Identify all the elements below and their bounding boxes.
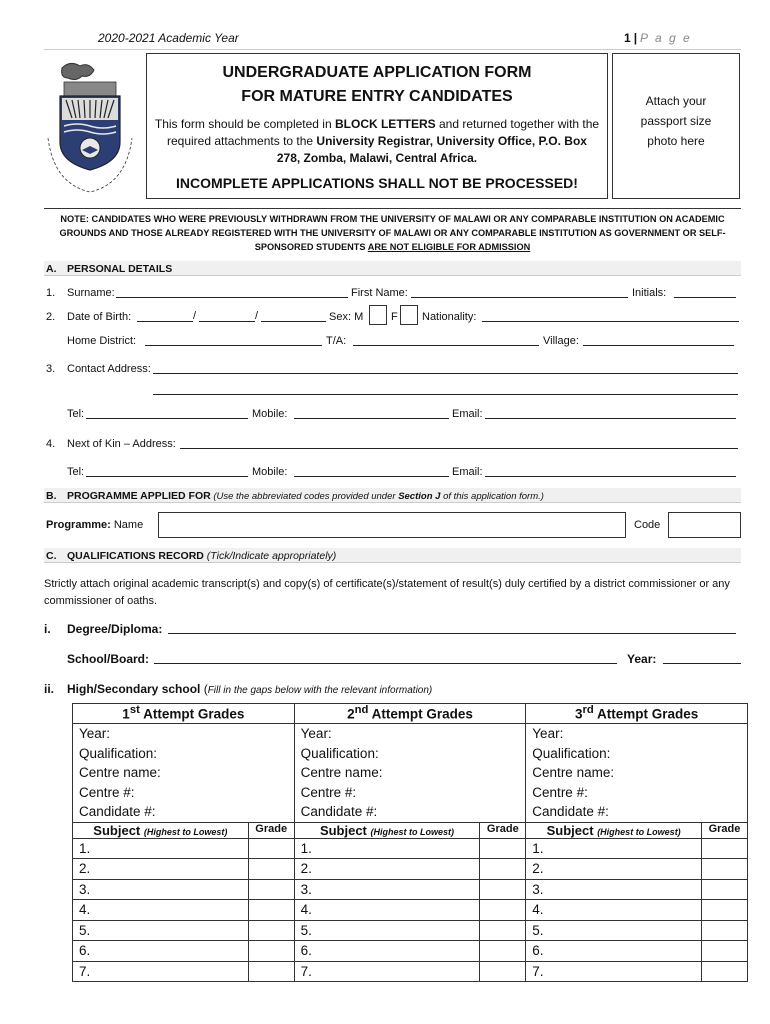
- degree-label: Degree/Diploma:: [67, 622, 163, 636]
- dob-year-field[interactable]: [261, 311, 326, 322]
- instr-a: This form should be completed in: [154, 117, 335, 131]
- a2-subject-6[interactable]: 6.: [294, 941, 480, 962]
- attempt3-qualification[interactable]: Qualification:: [532, 745, 611, 761]
- instr-c: and returned together with the required attachments to the: [167, 117, 600, 148]
- kin-mobile-field[interactable]: [294, 466, 449, 477]
- attempt2-grade-header: Grade: [480, 822, 526, 838]
- sex-label: Sex: M: [329, 311, 364, 323]
- next-of-kin-address-field[interactable]: [180, 438, 738, 449]
- programme-name-label: Name: [110, 519, 144, 531]
- dob-label: Date of Birth:: [67, 311, 132, 323]
- sex-f-checkbox[interactable]: [400, 305, 418, 325]
- attempt1-candidate-number[interactable]: Candidate #:: [79, 804, 156, 819]
- contact-address-field-2[interactable]: [153, 384, 738, 395]
- a2-grade-3[interactable]: [480, 879, 526, 900]
- table-row: [73, 920, 748, 941]
- dob-sep-1: /: [193, 310, 197, 322]
- row3-number: 3.: [46, 363, 56, 375]
- a2-grade-6[interactable]: [480, 941, 526, 962]
- attempt3-sup: rd: [582, 704, 594, 716]
- a2-subject-7[interactable]: 7.: [294, 961, 480, 982]
- a2-grade-5[interactable]: [480, 920, 526, 941]
- email-label: Email:: [452, 408, 483, 420]
- nationality-label: Nationality:: [422, 311, 477, 323]
- mobile-label: Mobile:: [252, 408, 288, 420]
- a2-grade-7[interactable]: [480, 961, 526, 982]
- a1-grade-3[interactable]: [248, 879, 294, 900]
- a3-subject-2[interactable]: 2.: [526, 859, 702, 880]
- photo-line1: Attach your: [645, 94, 707, 108]
- section-b-note-c: of this application form.): [440, 491, 544, 502]
- surname-field[interactable]: [116, 287, 348, 298]
- high-school-text: High/Secondary school: [67, 682, 201, 696]
- a3-subject-3[interactable]: 3.: [526, 879, 702, 900]
- attempt2-sup: nd: [354, 704, 369, 716]
- a1-grade-2[interactable]: [248, 859, 294, 880]
- table-row: [73, 961, 748, 982]
- mobile-field[interactable]: [294, 408, 449, 419]
- section-b-title: [67, 490, 544, 502]
- attempt1-label: Attempt Grades: [139, 706, 245, 722]
- table-row: [73, 859, 748, 880]
- attempt3-header: [526, 704, 748, 724]
- grades-table: [72, 703, 748, 982]
- attempt2-candidate-number[interactable]: Candidate #:: [300, 804, 378, 819]
- section-c-letter: C.: [46, 550, 57, 562]
- attempt2-year[interactable]: Year:: [300, 726, 332, 741]
- item-i-number: i.: [44, 622, 51, 636]
- academic-year: 2020-2021 Academic Year: [98, 31, 239, 45]
- form-title-line1: UNDERGRADUATE APPLICATION FORM: [222, 64, 532, 81]
- a3-grade-6[interactable]: [701, 941, 747, 962]
- a1-subject-5[interactable]: 5.: [73, 920, 249, 941]
- attempt2-qualification[interactable]: Qualification:: [300, 745, 379, 761]
- kin-mobile-label: Mobile:: [252, 466, 288, 478]
- dob-sep-2: /: [255, 310, 259, 322]
- first-name-field[interactable]: [411, 287, 628, 298]
- attempt1-details[interactable]: [73, 724, 295, 823]
- attempt3-num: 3: [575, 706, 583, 722]
- section-b-note-b: Section J: [398, 491, 441, 502]
- page-separator: |: [633, 31, 638, 45]
- form-title-line2: FOR MATURE ENTRY CANDIDATES: [241, 88, 513, 105]
- school-board-field[interactable]: [154, 652, 617, 664]
- page-word: P a g e: [640, 31, 692, 45]
- subject-label-3: Subject: [546, 822, 594, 838]
- section-c-title-text: QUALIFICATIONS RECORD: [67, 550, 204, 562]
- instr-d: University Registrar, University Office, P.O. Box 278, Zomba, Malawi, Central Africa.: [276, 134, 587, 165]
- programme-label: [46, 519, 143, 531]
- ta-field[interactable]: [353, 335, 539, 346]
- instr-b: BLOCK LETTERS: [334, 117, 436, 131]
- row4-number: 4.: [46, 438, 56, 450]
- a2-grade-1[interactable]: [480, 838, 526, 859]
- a1-grade-1[interactable]: [248, 838, 294, 859]
- first-name-label: First Name:: [351, 287, 408, 299]
- attempt1-centre-name[interactable]: Centre name:: [79, 765, 161, 780]
- a1-subject-7[interactable]: 7.: [73, 961, 249, 982]
- contact-address-label: Contact Address:: [67, 363, 151, 375]
- a2-subject-2[interactable]: 2.: [294, 859, 480, 880]
- home-district-label: Home District:: [67, 335, 137, 347]
- attempt1-centre-number[interactable]: Centre #:: [79, 784, 135, 800]
- high-school-note-b: Fill in the gaps below with the relevant information): [207, 685, 433, 696]
- attempt1-year[interactable]: Year:: [79, 726, 111, 741]
- photo-line3: photo here: [647, 134, 705, 148]
- next-of-kin-label: Next of Kin – Address:: [67, 438, 176, 450]
- subject-label-1: Subject: [93, 822, 141, 838]
- tel-field[interactable]: [86, 408, 248, 419]
- table-row: [73, 900, 748, 921]
- sex-m-checkbox[interactable]: [369, 305, 387, 325]
- note-rule: [44, 208, 741, 209]
- village-label: Village:: [543, 335, 579, 347]
- a3-subject-6[interactable]: 6.: [526, 941, 702, 962]
- a2-subject-5[interactable]: 5.: [294, 920, 480, 941]
- surname-label: Surname:: [67, 287, 115, 299]
- a2-subject-3[interactable]: 3.: [294, 879, 480, 900]
- form-instructions: [154, 116, 600, 167]
- a1-grade-5[interactable]: [248, 920, 294, 941]
- subject-label-2: Subject: [319, 822, 367, 838]
- a2-subject-4[interactable]: 4.: [294, 900, 480, 921]
- a2-grade-4[interactable]: [480, 900, 526, 921]
- dob-day-field[interactable]: [137, 311, 193, 322]
- school-board-label: School/Board:: [67, 652, 150, 666]
- a3-grade-1[interactable]: [701, 838, 747, 859]
- attempt1-sup: st: [129, 704, 140, 716]
- a1-grade-4[interactable]: [248, 900, 294, 921]
- section-b-title-text: PROGRAMME APPLIED FOR: [67, 490, 211, 502]
- attempt2-subject-header: [294, 822, 480, 838]
- a1-subject-1[interactable]: 1.: [73, 838, 249, 859]
- attempt2-num: 2: [347, 706, 355, 722]
- header-rule: [44, 49, 741, 50]
- a3-subject-7[interactable]: 7.: [526, 961, 702, 982]
- attempt2-header: [294, 704, 526, 724]
- university-logo: [40, 58, 140, 198]
- attempt1-grade-header: Grade: [248, 822, 294, 838]
- attempt1-num: 1: [122, 706, 130, 722]
- a1-subject-4[interactable]: 4.: [73, 900, 249, 921]
- a1-grade-7[interactable]: [248, 961, 294, 982]
- row2-number: 2.: [46, 311, 56, 323]
- attempt3-details[interactable]: [526, 724, 748, 823]
- a1-subject-3[interactable]: 3.: [73, 879, 249, 900]
- section-b-letter: B.: [46, 490, 57, 502]
- a3-grade-7[interactable]: [701, 961, 747, 982]
- attempt1-subject-header: [73, 822, 249, 838]
- contact-address-field-1[interactable]: [153, 363, 738, 374]
- section-a-title: PERSONAL DETAILS: [67, 263, 173, 275]
- incomplete-warning: INCOMPLETE APPLICATIONS SHALL NOT BE PROCESSED!: [176, 175, 578, 191]
- high-school-note-a: (: [200, 682, 208, 696]
- row1-number: 1.: [46, 287, 56, 299]
- initials-label: Initials:: [632, 287, 667, 299]
- email-field[interactable]: [485, 408, 736, 419]
- page-number: [624, 31, 692, 45]
- attempt1-header: [73, 704, 295, 724]
- section-b-note-a: (Use the abbreviated codes provided under: [210, 491, 399, 502]
- photo-line2: passport size: [640, 114, 712, 128]
- subject-note-1: (Highest to Lowest): [143, 826, 228, 837]
- initials-field[interactable]: [674, 287, 736, 298]
- note-underlined: ARE NOT ELIGIBLE FOR ADMISSION: [367, 242, 531, 252]
- a1-grade-6[interactable]: [248, 941, 294, 962]
- village-field[interactable]: [583, 335, 734, 346]
- item-ii-number: ii.: [44, 682, 55, 696]
- attempt3-subject-header: [526, 822, 702, 838]
- a3-subject-4[interactable]: 4.: [526, 900, 702, 921]
- table-row: [73, 838, 748, 859]
- ta-label: T/A:: [326, 335, 347, 347]
- attempt2-centre-number[interactable]: Centre #:: [300, 784, 357, 800]
- note-text: NOTE: CANDIDATES WHO WERE PREVIOUSLY WITHDRAWN FROM THE UNIVERSITY OF MALAWI OR ANY COMPARABLE INSTITUTION ON ACADEMIC GROUNDS AND THOSE ALREADY REGISTERED WITH THE UNIVERSITY OF MALAWI OR ANY COMPARABLE INSTITUTION AS GOVERNMENT OR SELF-SPONSORED STUDENTS: [59, 214, 726, 252]
- subject-note-2: (Highest to Lowest): [370, 826, 455, 837]
- code-label: Code: [634, 519, 661, 531]
- page-number-value: 1: [624, 31, 631, 45]
- a3-grade-4[interactable]: [701, 900, 747, 921]
- a2-subject-1[interactable]: 1.: [294, 838, 480, 859]
- programme-code-field[interactable]: [668, 512, 741, 538]
- dob-month-field[interactable]: [199, 311, 255, 322]
- sex-f-label: F: [391, 311, 398, 323]
- year-field[interactable]: [663, 652, 741, 664]
- section-c-note: (Tick/Indicate appropriately): [203, 550, 337, 562]
- table-row: [73, 941, 748, 962]
- kin-email-field[interactable]: [485, 466, 736, 477]
- a3-grade-2[interactable]: [701, 859, 747, 880]
- section-c-title: [67, 550, 336, 562]
- a3-grade-3[interactable]: [701, 879, 747, 900]
- attempt3-candidate-number[interactable]: Candidate #:: [532, 804, 609, 819]
- programme-name-field[interactable]: [158, 512, 626, 538]
- a3-grade-5[interactable]: [701, 920, 747, 941]
- attempt2-centre-name[interactable]: Centre name:: [300, 765, 383, 780]
- qualification-instruction: Strictly attach original academic transcript(s) and copy(s) of certificate(s)/statement of result(s) duly certified by a district commissioner or any commissioner of oaths.: [44, 578, 730, 607]
- high-school-label: [67, 682, 432, 696]
- attempt3-centre-name[interactable]: Centre name:: [532, 765, 615, 780]
- attempt3-grade-header: Grade: [701, 822, 747, 838]
- attempt3-year[interactable]: Year:: [532, 726, 564, 741]
- a1-subject-6[interactable]: 6.: [73, 941, 249, 962]
- eligibility-note: [44, 212, 741, 254]
- nationality-field[interactable]: [482, 311, 739, 322]
- subject-note-3: (Highest to Lowest): [597, 826, 681, 837]
- tel-label: Tel:: [67, 408, 85, 420]
- kin-email-label: Email:: [452, 466, 483, 478]
- a1-subject-2[interactable]: 2.: [73, 859, 249, 880]
- a3-subject-5[interactable]: 5.: [526, 920, 702, 941]
- kin-tel-label: Tel:: [67, 466, 85, 478]
- year-label: Year:: [627, 652, 657, 666]
- attempt2-details[interactable]: [294, 724, 526, 823]
- degree-field[interactable]: [168, 622, 736, 634]
- attempt2-label: Attempt Grades: [368, 706, 473, 722]
- a3-subject-1[interactable]: 1.: [526, 838, 702, 859]
- programme-label-bold: Programme:: [46, 519, 111, 531]
- attempt1-qualification[interactable]: Qualification:: [79, 745, 158, 761]
- photo-instructions: [612, 91, 740, 151]
- kin-tel-field[interactable]: [86, 466, 248, 477]
- home-district-field[interactable]: [145, 335, 322, 346]
- section-a-letter: A.: [46, 263, 57, 275]
- table-row: [73, 879, 748, 900]
- a2-grade-2[interactable]: [480, 859, 526, 880]
- attempt3-label: Attempt Grades: [593, 706, 699, 722]
- attempt3-centre-number[interactable]: Centre #:: [532, 784, 588, 800]
